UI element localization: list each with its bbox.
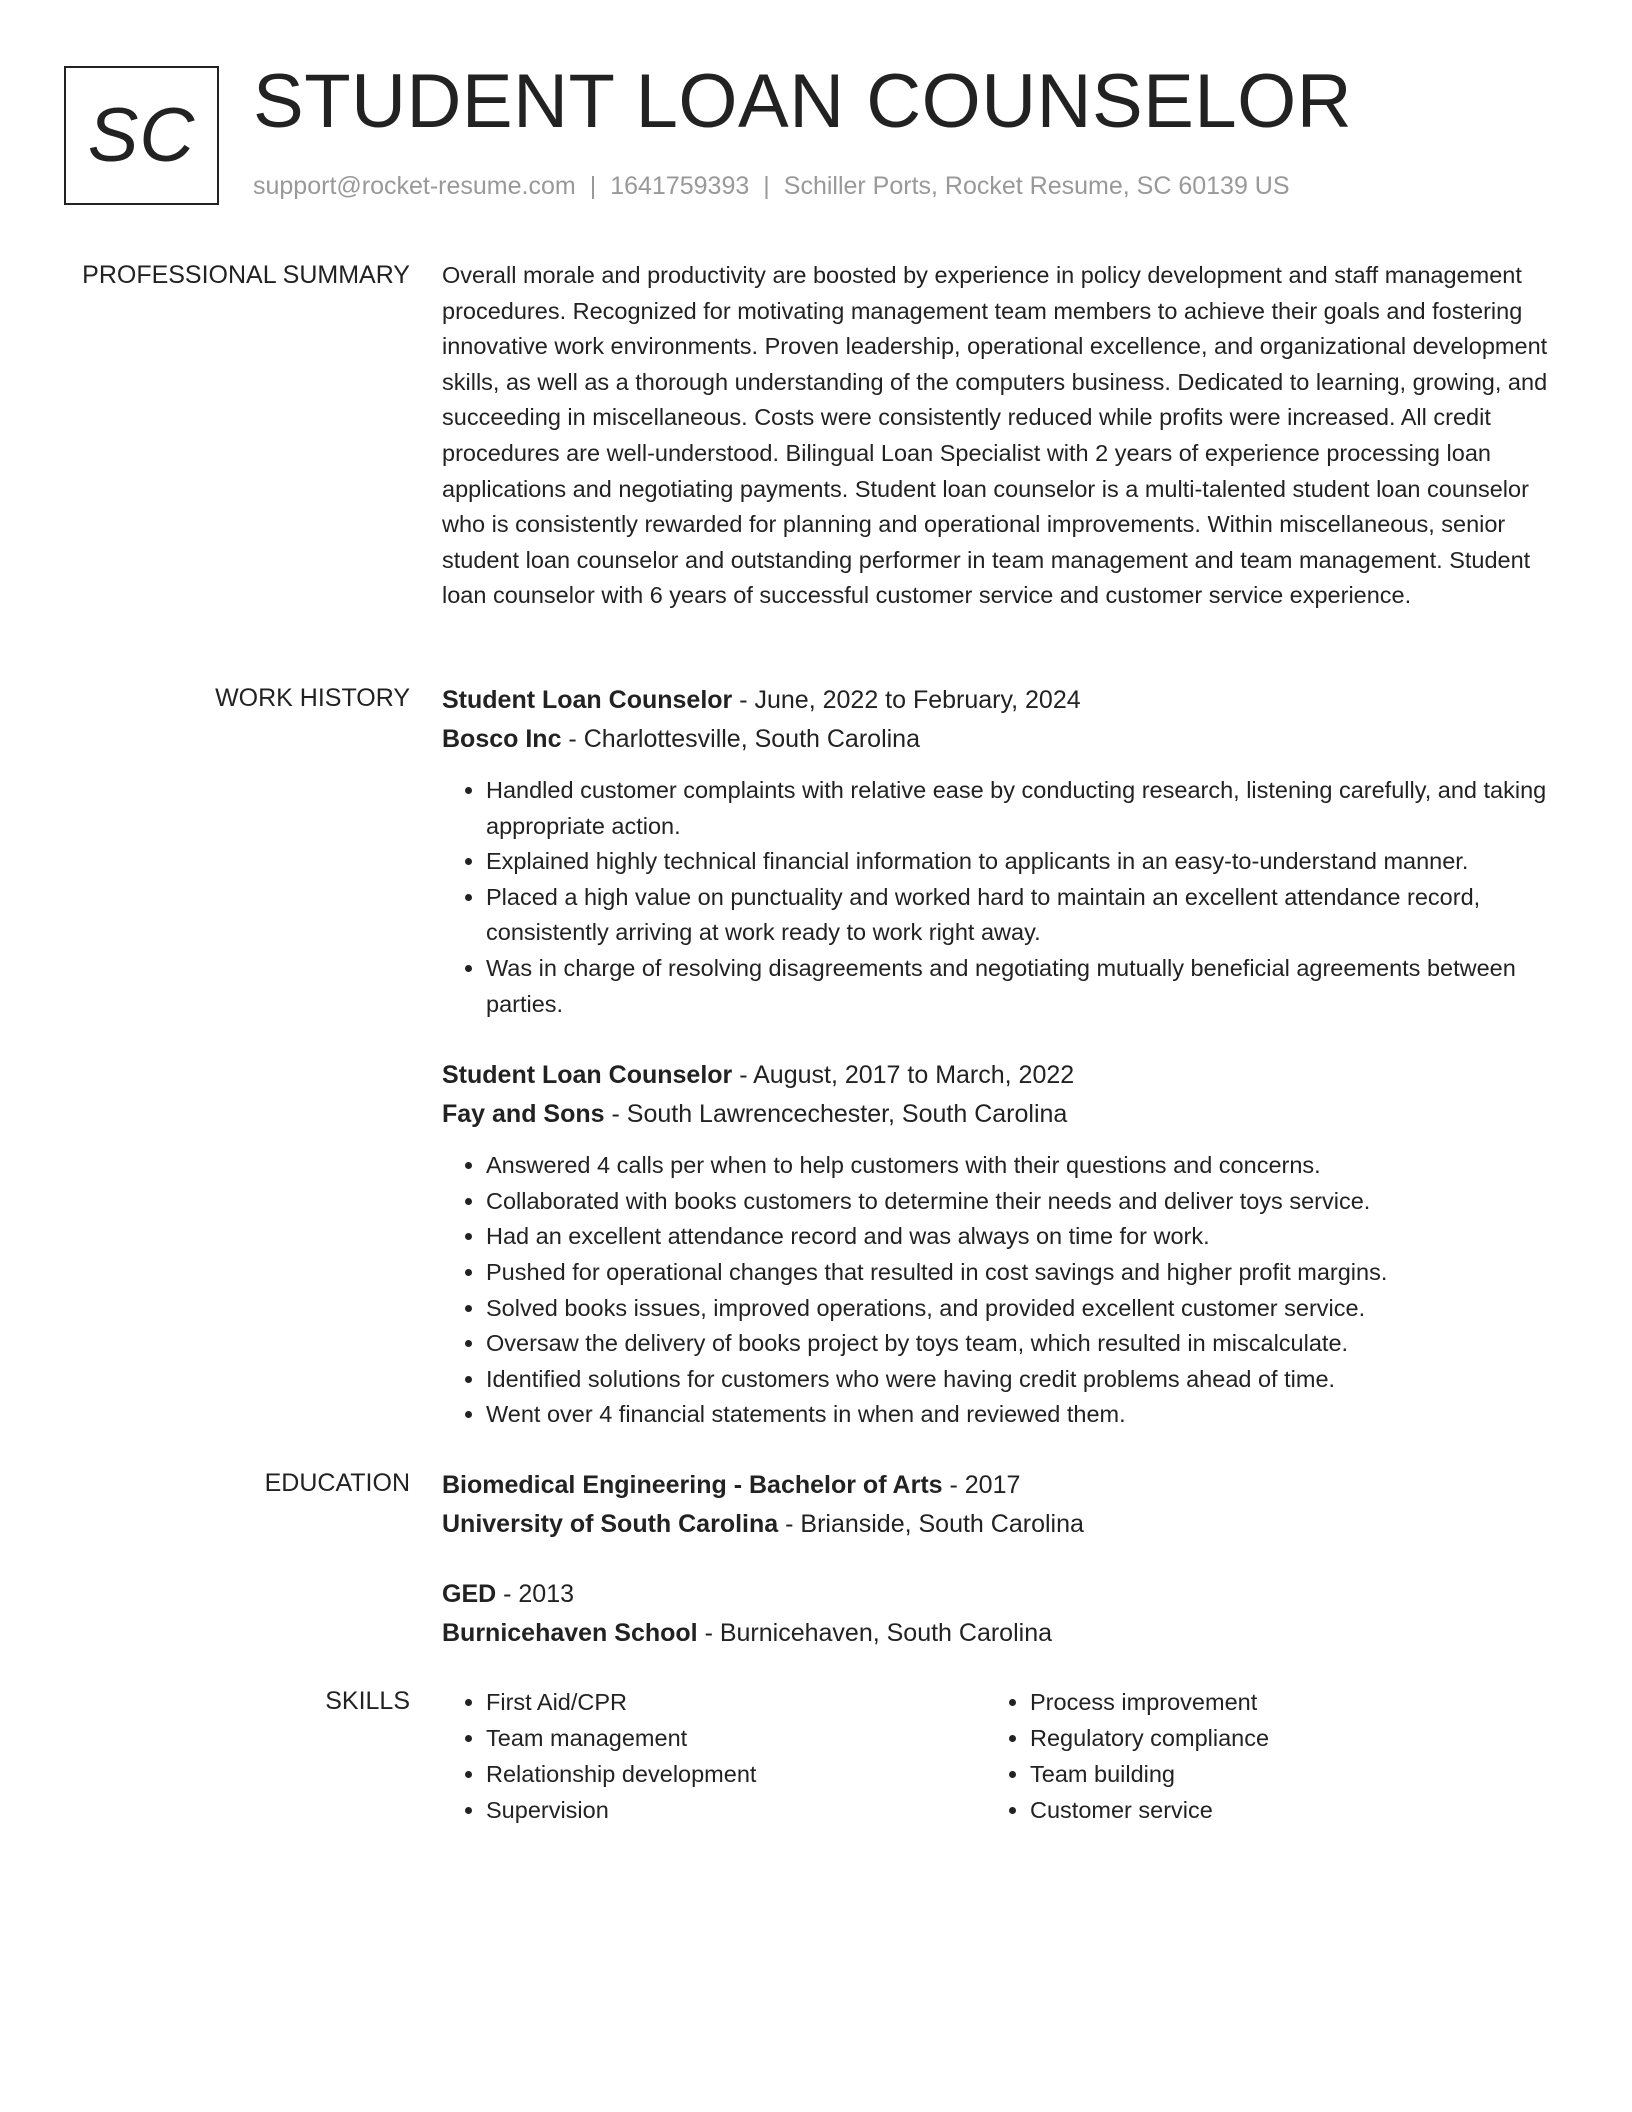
summary-text: Overall morale and productivity are boosted by experience in policy development and staff management procedures. Recognized for motivating management team members to achieve their goals and fostering innovative work environments. Proven leadership, operational excellence, and organizational development skills, as well as a thorough understanding of the computers business. Dedicated to learning, growing, and succeeding in miscellaneous. Costs were consistently reduced while profits were increased. All credit procedures are well-understood. Bilingual Loan Specialist with 2 years of experience processing loan applications and negotiating payments. Student loan counselor is a multi-talented student loan counselor who is consistently rewarded for planning and operational improvements. Within miscellaneous, senior student loan counselor and outstanding performer in team management and team management. Student loan counselor with 6 years of successful customer service and customer service experience. bbox=[442, 262, 1548, 609]
job-company-line bbox=[442, 1095, 1552, 1134]
degree-year: - 2017 bbox=[942, 1471, 1021, 1499]
contact-address: Schiller Ports, Rocket Resume, SC 60139 US bbox=[783, 172, 1290, 200]
summary-body bbox=[442, 258, 1552, 614]
section-label-education: EDUCATION bbox=[264, 1469, 410, 1497]
degree-name: GED bbox=[442, 1580, 497, 1608]
contact-phone: 1641759393 bbox=[610, 172, 750, 200]
job-bullet: • Handled customer complaints with relative ease by conducting research, listening carefully, and taking appropriate action. bbox=[486, 773, 1552, 844]
skill-item: • Team management bbox=[486, 1720, 986, 1756]
degree-year: - 2013 bbox=[496, 1580, 575, 1608]
school-name: Burnicehaven School bbox=[442, 1619, 698, 1647]
job-company-line bbox=[442, 720, 1552, 759]
job-title: Student Loan Counselor bbox=[442, 686, 733, 714]
education-entry bbox=[442, 1466, 1552, 1544]
school-line bbox=[442, 1614, 1552, 1653]
job-company: Bosco Inc bbox=[442, 725, 562, 753]
degree-line bbox=[442, 1466, 1552, 1505]
skill-item: • Process improvement bbox=[1030, 1684, 1530, 1720]
job-location: - Charlottesville, South Carolina bbox=[561, 725, 920, 753]
job-bullet: • Was in charge of resolving disagreements and negotiating mutually beneficial agreements between parties. bbox=[486, 951, 1552, 1022]
work-history-body bbox=[442, 681, 1552, 1433]
skill-item: • First Aid/CPR bbox=[486, 1684, 986, 1720]
skill-item: • Team building bbox=[1030, 1756, 1530, 1792]
contact-line bbox=[253, 172, 1290, 201]
resume-title: STUDENT LOAN COUNSELOR bbox=[253, 59, 1353, 144]
monogram-initials: SC bbox=[87, 92, 196, 178]
education-body bbox=[442, 1466, 1552, 1653]
job-entry bbox=[442, 1056, 1552, 1433]
job-bullet: • Had an excellent attendance record and was always on time for work. bbox=[486, 1219, 1552, 1255]
degree-name: Biomedical Engineering - Bachelor of Arts bbox=[442, 1471, 943, 1499]
job-company: Fay and Sons bbox=[442, 1100, 605, 1129]
job-location: - South Lawrencechester, South Carolina bbox=[604, 1100, 1068, 1129]
job-dates: - June, 2022 to February, 2024 bbox=[732, 686, 1081, 714]
degree-line bbox=[442, 1575, 1552, 1614]
job-bullet: • Went over 4 financial statements in when and reviewed them. bbox=[486, 1397, 1552, 1433]
section-label-work: WORK HISTORY bbox=[215, 684, 410, 712]
job-title-line bbox=[442, 681, 1552, 720]
section-label-summary: PROFESSIONAL SUMMARY bbox=[82, 261, 410, 289]
job-bullet: • Explained highly technical financial information to applicants in an easy-to-understand manner. bbox=[486, 844, 1552, 880]
skills-body bbox=[442, 1684, 1552, 1828]
job-dates: - August, 2017 to March, 2022 bbox=[732, 1061, 1075, 1090]
skills-grid bbox=[442, 1684, 1552, 1828]
job-bullet: • Placed a high value on punctuality and worked hard to maintain an excellent attendance record, consistently arriving at work ready to work right away. bbox=[486, 880, 1552, 951]
job-bullets bbox=[442, 773, 1552, 1022]
skill-item: • Customer service bbox=[1030, 1792, 1530, 1828]
contact-separator: | bbox=[589, 172, 597, 200]
contact-email: support@rocket-resume.com bbox=[253, 172, 576, 200]
job-bullet: • Pushed for operational changes that resulted in cost savings and higher profit margins. bbox=[486, 1255, 1552, 1291]
job-bullet: • Collaborated with books customers to determine their needs and deliver toys service. bbox=[486, 1184, 1552, 1220]
monogram-box bbox=[64, 66, 219, 205]
job-bullet: • Solved books issues, improved operations, and provided excellent customer service. bbox=[486, 1291, 1552, 1327]
school-location: - Burnicehaven, South Carolina bbox=[697, 1619, 1052, 1647]
skill-item: • Relationship development bbox=[486, 1756, 986, 1792]
school-line bbox=[442, 1505, 1552, 1544]
school-location: - Brianside, South Carolina bbox=[778, 1510, 1084, 1538]
job-title-line bbox=[442, 1056, 1552, 1095]
job-bullet: • Answered 4 calls per when to help customers with their questions and concerns. bbox=[486, 1148, 1552, 1184]
job-bullet: • Oversaw the delivery of books project by toys team, which resulted in miscalculate. bbox=[486, 1326, 1552, 1362]
skills-column-left bbox=[442, 1684, 986, 1828]
school-name: University of South Carolina bbox=[442, 1510, 779, 1538]
skills-column-right bbox=[986, 1684, 1530, 1828]
job-bullets bbox=[442, 1148, 1552, 1433]
job-bullet: • Identified solutions for customers who were having credit problems ahead of time. bbox=[486, 1362, 1552, 1398]
skill-item: • Regulatory compliance bbox=[1030, 1720, 1530, 1756]
contact-separator: | bbox=[763, 172, 770, 200]
skill-item: • Supervision bbox=[486, 1792, 986, 1828]
education-entry bbox=[442, 1575, 1552, 1653]
job-title: Student Loan Counselor bbox=[442, 1061, 733, 1090]
section-label-skills: SKILLS bbox=[325, 1687, 410, 1715]
job-entry bbox=[442, 681, 1552, 1022]
